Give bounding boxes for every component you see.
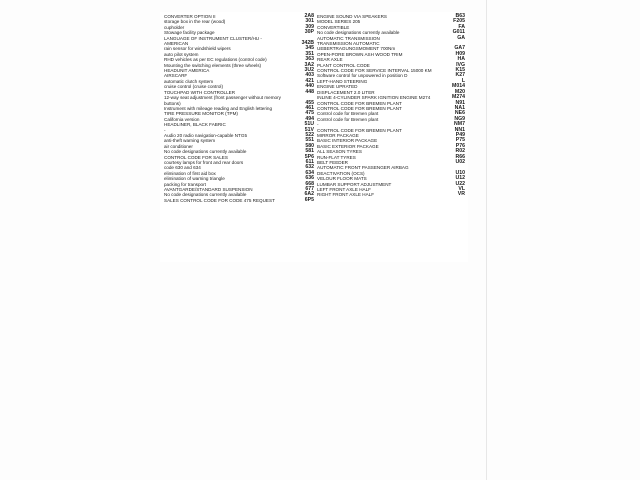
option-code: U10 xyxy=(455,169,465,176)
option-description: No code designations currently available xyxy=(317,30,400,36)
option-description: RIGHT FRONT AXLE HALF xyxy=(317,192,375,198)
option-description: Instrument with mileage reading and English lettering xyxy=(164,105,273,111)
option-code: 448 xyxy=(305,88,314,95)
option-description: TRANSMISSION AUTOMATIC UEBERTRAGUNGSMOMENT 700Nm xyxy=(317,41,396,52)
option-code: G011 xyxy=(452,29,465,36)
option-code: FA xyxy=(458,23,465,30)
option-code: K15 xyxy=(455,67,465,74)
option-code: U12 xyxy=(455,175,465,182)
option-code: VL xyxy=(458,186,465,192)
option-description: automatic clutch system xyxy=(164,78,214,84)
option-description: No code designations currently available xyxy=(164,149,247,155)
option-description: CONTROL CODE FOR SALES xyxy=(164,154,228,160)
option-description: RUN-FLAT TYRES xyxy=(317,154,356,160)
option-code: 440 xyxy=(305,83,314,90)
option-code: 636 xyxy=(305,175,314,182)
option-description: CONTROL CODE FOR BREMEN PLANT xyxy=(317,105,402,111)
page-edge-divider xyxy=(486,0,487,480)
option-description: code 630 and 634 xyxy=(164,165,201,171)
option-description: DISPLACEMENT 2.0 LITER xyxy=(317,89,375,95)
option-description: 12-way seat adjustment (front passenger without memory buttons) xyxy=(164,95,281,106)
option-code: NN1 xyxy=(454,126,465,133)
option-code: 461 xyxy=(305,104,314,111)
option-description: Control code for Bremen plant xyxy=(317,116,379,122)
option-code: 634 xyxy=(305,169,314,176)
option-description: BASIC INTERIOR PACKAGE xyxy=(317,138,378,144)
option-code: F205 xyxy=(453,18,465,25)
right-code-column xyxy=(317,14,465,198)
option-description: CONTROL CODE FOR BREMEN PLANT xyxy=(317,100,402,106)
option-description: LANGUAGE OF INSTRUMENT CLUSTER/HU - AMERICAN xyxy=(164,35,262,47)
option-description: - xyxy=(317,122,319,128)
option-description: RHD vehicles as per EC regulations (control code) xyxy=(164,57,267,63)
option-description: CONVERTER OPTION II xyxy=(164,14,216,19)
option-code: P76 xyxy=(455,142,465,149)
option-description: rain sensor for windshield wipers xyxy=(164,46,231,52)
option-code: 345 xyxy=(305,45,314,52)
option-description: LEFT FRONT AXLE HALF xyxy=(317,187,371,192)
option-description: SALES CONTROL CODE FOR CODE 475 REQUEST xyxy=(164,197,275,203)
option-code: B63 xyxy=(455,13,465,19)
option-row xyxy=(317,41,465,52)
option-description: TIRE PRESSURE MONITOR (TPM) xyxy=(164,111,238,117)
option-code: H09 xyxy=(455,50,465,57)
option-description: California version xyxy=(164,116,200,122)
option-description: PLANT CONTROL CODE xyxy=(317,62,370,68)
option-row xyxy=(164,95,314,106)
option-description: CONVERTIBLE xyxy=(317,24,350,30)
option-description: BASIC EXTERIOR PACKAGE xyxy=(317,143,379,149)
option-code: 632 xyxy=(305,164,314,171)
option-code: GA7 xyxy=(454,45,465,52)
option-description: REAR AXLE xyxy=(317,57,343,63)
option-code: 581 xyxy=(305,148,314,155)
option-code: 668 xyxy=(305,180,314,187)
option-code: 475 xyxy=(305,110,314,117)
option-description: CONTROL CODE FOR SERVICE INTERVAL 15000 KM xyxy=(317,68,432,74)
option-code: M274 xyxy=(452,94,465,101)
option-code: P49 xyxy=(455,131,465,138)
option-code: R66 xyxy=(455,153,465,160)
option-description: No code designations currently available xyxy=(164,192,247,198)
option-code: 30P xyxy=(304,29,314,36)
option-description: Software control for unpowered in position D xyxy=(317,73,408,79)
option-row xyxy=(164,36,314,47)
option-description: AVANTGARDE/STANDARD SUSPENSION xyxy=(164,187,253,192)
option-description: cupholder xyxy=(164,24,185,30)
option-code: 363 xyxy=(305,56,314,63)
option-row xyxy=(164,198,314,203)
option-description: elimination of first aid box xyxy=(164,170,216,176)
option-code: M20 xyxy=(454,88,465,95)
option-code: VR xyxy=(457,191,465,198)
option-description: VELOUR FLOOR MATS xyxy=(317,176,367,182)
option-row xyxy=(317,165,465,176)
option-row xyxy=(317,192,465,197)
option-code: K27 xyxy=(455,72,465,79)
option-description: - xyxy=(164,127,166,133)
option-code: 301 xyxy=(305,18,314,25)
option-description: auto pilot system xyxy=(164,51,199,57)
option-description: ALL SEASON TYRES xyxy=(317,149,362,155)
option-code: 309 xyxy=(305,23,314,30)
option-description: OPEN-PORE BROWN ASH WOOD TRIM xyxy=(317,51,403,57)
option-code: 342B xyxy=(301,40,314,47)
option-code: 403 xyxy=(305,72,314,79)
option-code: N91 xyxy=(455,99,465,106)
option-description: CONTROL CODE FOR BREMEN PLANT xyxy=(317,127,402,133)
option-code: 421 xyxy=(305,77,314,84)
option-description: MIRROR PACKAGE xyxy=(317,132,359,138)
option-code: NG9 xyxy=(454,115,465,122)
option-description: Audio 20 radio navigation-capable NTG5 xyxy=(164,132,247,138)
option-code: NA1 xyxy=(454,104,465,111)
option-description: air conditioner xyxy=(164,143,193,149)
option-description: Mounting the switching elements (three wheels) xyxy=(164,62,262,68)
option-code: 51V xyxy=(304,126,314,133)
option-description: HEADUNIT AMERICA xyxy=(164,68,210,74)
option-code: 677 xyxy=(305,186,314,192)
option-code: P75 xyxy=(455,137,465,144)
option-description: ENGINE SOUND VIA SPEAKERS xyxy=(317,14,387,19)
option-code: NM7 xyxy=(454,121,465,128)
option-code: 6A2 xyxy=(304,191,314,198)
option-code: 2A8 xyxy=(304,13,314,19)
option-code: 455 xyxy=(305,99,314,106)
option-code: 3U2 xyxy=(304,67,314,74)
option-description: courtesy lamps for front and rear doors xyxy=(164,159,244,165)
option-code: 6P5 xyxy=(304,196,314,203)
option-description: LEFT-HAND STEERING xyxy=(317,78,368,84)
option-description: INLINE 4-CYLINDER SPARK IGNITION ENGINE M274 xyxy=(317,95,431,101)
option-code: L xyxy=(461,77,465,84)
option-code: R02 xyxy=(455,148,465,155)
option-code: U02 xyxy=(455,158,465,165)
option-description: HEADLINER, BLACK FABRIC xyxy=(164,122,226,128)
option-description: AUTOMATIC FRONT PASSENGER AIRBAG DEACTIVATION (OCS) xyxy=(317,165,409,176)
option-description: anti-theft warning system xyxy=(164,138,216,144)
option-code: 51U xyxy=(304,121,314,128)
option-code: 5P6 xyxy=(304,153,314,160)
option-description: elimination of warning triangle xyxy=(164,176,225,182)
option-description: LUMBAR SUPPORT ADJUSTMENT xyxy=(317,181,392,187)
option-description: cruise control (cruise control) xyxy=(164,84,223,90)
option-description: storage box in the rear (wood) xyxy=(164,19,226,25)
option-description: Control code for Bremen plant xyxy=(317,111,379,117)
option-description: MODEL SERIES 205 xyxy=(317,19,361,25)
option-code: 611 xyxy=(305,158,314,165)
document-page xyxy=(160,12,468,262)
option-code: 351 xyxy=(305,50,314,57)
option-code: U22 xyxy=(455,180,465,187)
option-code: 580 xyxy=(305,142,314,149)
option-code: 522 xyxy=(305,131,314,138)
option-code: GA xyxy=(457,34,465,41)
left-code-column xyxy=(164,14,314,203)
option-code: 551 xyxy=(305,137,314,144)
option-description: Stowage facility package xyxy=(164,30,215,36)
option-description: ENGINE UPRATED xyxy=(317,84,358,90)
option-code: 494 xyxy=(305,115,314,122)
option-description: packing for transport xyxy=(164,181,206,187)
option-description: AUTOMATIC TRANSMISSION xyxy=(317,35,380,41)
option-code: HA xyxy=(457,56,465,63)
option-code: NE6 xyxy=(454,110,465,117)
option-description: AIRSCARF xyxy=(164,73,188,79)
option-code: IVG xyxy=(456,61,465,68)
option-code: 3A2 xyxy=(304,61,314,68)
option-code: M014 xyxy=(452,83,465,90)
option-description: BELT FEEDER xyxy=(317,159,348,165)
option-description: TOUCHPAD WITH CONTROLLER xyxy=(164,89,236,95)
